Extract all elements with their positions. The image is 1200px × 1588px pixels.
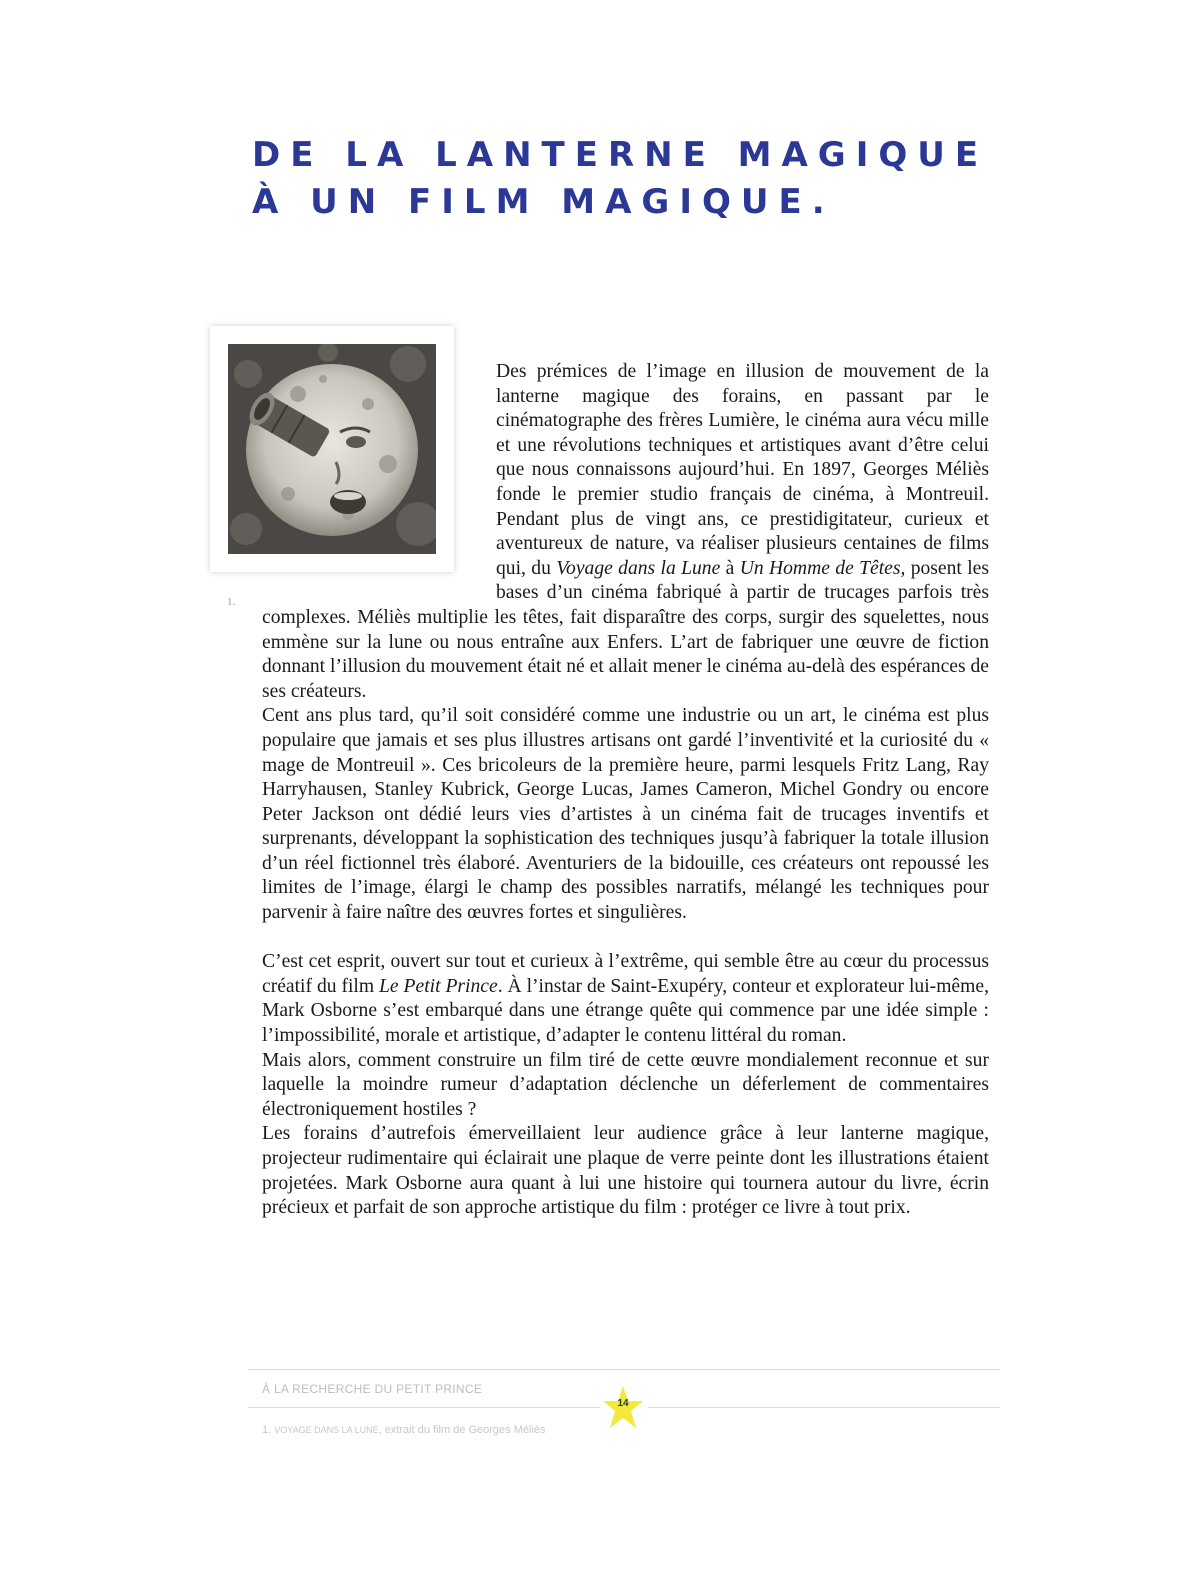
page-number: 14 (617, 1398, 629, 1409)
figure-caption (262, 1424, 546, 1436)
title-line-2: À UN FILM MAGIQUE. (252, 182, 835, 222)
caption-number: 1. (262, 1424, 275, 1436)
paragraph-gap (262, 926, 989, 951)
paragraph-1 (262, 360, 989, 704)
title-line-1: DE LA LANTERNE MAGIQUE (252, 135, 989, 175)
paragraph-5: Les forains d’autrefois émerveillaient leur audience grâce à leur lanterne magique, projecteur rudimentaire qui éclairait une plaque de verre peinte dont les illustrations étaient projetées. Mark Osborne aura quant à lui une histoire qui tournera autour du livre, écrin précieux et parfait de son approche artistique du film : protéger ce livre à tout prix. (262, 1123, 989, 1219)
paragraph-2: Cent ans plus tard, qu’il soit considéré comme une industrie ou un art, le cinéma est plus populaire que jamais et ses plus illustres artisans ont gardé l’inventivité et la curiosité du « mage de Montreuil ». Ces bricoleurs de la première heure, parmi lesquels Fritz Lang, Ray Harryhausen, Stanley Kubrick, George Lucas, James Cameron, Michel Gondry ou encore Peter Jackson ont dédié leurs vies d’artistes à un cinéma fait de trucages inventifs et surprenants, développant la sophistication des techniques jusqu’à fabriquer la totale illusion d’un réel fictionnel très élaboré. Aventuriers de la bidouille, ces créateurs ont repoussé les limites de l’image, élargi le champ des possibles narratifs, mélangé les techniques pour parvenir à faire naître des œuvres fortes et singulières. (262, 705, 989, 924)
p3-italic-petit-prince: Le Petit Prince (379, 975, 498, 997)
caption-film-title: VOYAGE DANS LA LUNE (274, 1425, 379, 1435)
caption-rest: , extrait du film de Georges Méliès (378, 1424, 546, 1436)
p1-text-a: Des prémices de l’image en illusion de mouvement de la lanterne magique des forains, en passant par le cinématographe des frères Lumière, le cinéma aura vécu mille et une révolutions techniques et artistiques avant d’être celui que nous connaissons aujourd’hui. En 1897, Georges Méliès fonde le premier studio français de cinéma, à Montreuil. Pendant plus de vingt ans, ce prestidigitateur, curieux et aventureux de nature, va réaliser plusieurs centaines de films qui, du (496, 361, 989, 579)
p1-text-c: , posent les bases d’un cinéma fabriqué à partir de trucages parfois très complexes. Méliès multiplie les têtes, fait disparaître des corps, surgir des squelettes, nous emmène sur la lune ou nous entraîne aux Enfers. L’art de fabriquer une œuvre de fiction donnant l’illusion du mouvement était né et allait mener le cinéma au-delà des espérances de ses créateurs. (262, 557, 989, 702)
p1-italic-voyage: Voyage dans la Lune (556, 557, 721, 579)
p1-text-b: à (720, 557, 740, 579)
figure-number: 1. (227, 596, 236, 608)
p3-text-a: C’est cet esprit, ouvert sur tout et curieux à l’extrême, qui semble être au cœur du processus créatif du film (262, 951, 989, 997)
paragraph-3 (262, 950, 989, 1048)
footer-rule-left (248, 1407, 600, 1408)
photo-wrap-spacer (262, 360, 496, 593)
p3-text-b: . À l’instar de Saint-Exupéry, conteur et explorateur lui-même, Mark Osborne s’est embarqué dans une étrange quête qui commence par une idée simple : l’impossibilité, morale et artistique, d’adapter le contenu littéral du roman. (262, 975, 989, 1047)
footer-rule-top (248, 1369, 1000, 1370)
paragraph-4: Mais alors, comment construire un film tiré de cette œuvre mondialement reconnue et sur laquelle la moindre rumeur d’adaptation déclenche un déferlement de commentaires électroniquement hostiles ? (262, 1049, 989, 1120)
article-body (262, 360, 989, 1221)
footer-rule-right (648, 1407, 1000, 1408)
page-title (252, 132, 1012, 226)
p1-italic-homme: Un Homme de Têtes (739, 557, 901, 579)
running-title: À LA RECHERCHE DU PETIT PRINCE (262, 1382, 483, 1396)
